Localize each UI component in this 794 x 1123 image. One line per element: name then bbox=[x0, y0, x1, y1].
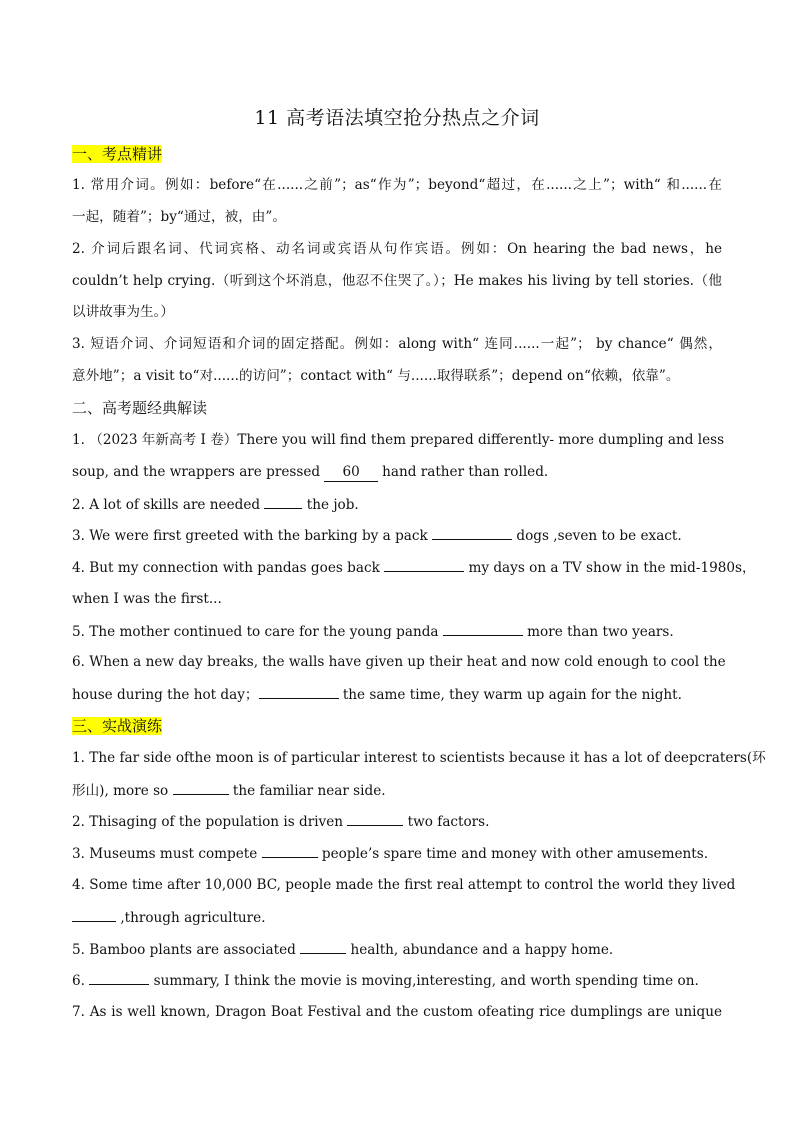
page-title: 11 高考语法填空抢分热点之介词 bbox=[254, 107, 540, 129]
question-3-text: dogs ,seven to be exact. bbox=[512, 528, 682, 544]
question-1-text: hand rather than rolled. bbox=[377, 464, 549, 480]
text-line: 1. 常用介词。例如：before“在......之前”；as“作为”；beyond“超过，在......之上”；with“ 和......在 bbox=[72, 177, 722, 193]
practice-2 bbox=[72, 812, 722, 831]
text-line: 2. 介词后跟名词、代词宾格、动名词或宾语从句作宾语。例如：On hearing the bad news，he bbox=[72, 241, 722, 257]
answer-blank[interactable] bbox=[432, 526, 512, 540]
question-5-text: more than two years. bbox=[522, 624, 674, 640]
answer-blank[interactable] bbox=[262, 844, 318, 858]
question-2 bbox=[72, 495, 722, 514]
practice-6-number: 6. bbox=[72, 973, 90, 989]
question-3 bbox=[72, 526, 722, 545]
practice-1-text: 形山), more so bbox=[72, 783, 173, 799]
question-4-line-1 bbox=[72, 558, 756, 577]
practice-2-text: two factors. bbox=[403, 814, 490, 830]
answer-blank[interactable] bbox=[443, 622, 523, 636]
practice-1-line-1: 1. The far side ofthe moon is of particular interest to scientists because it has a lot of deepcraters(环 bbox=[72, 750, 766, 766]
question-5 bbox=[72, 622, 722, 641]
question-1-line-2 bbox=[72, 463, 722, 482]
practice-4-line-2 bbox=[72, 908, 722, 927]
answer-blank[interactable] bbox=[72, 908, 116, 922]
question-5-text: 5. The mother continued to care for the young panda bbox=[72, 624, 443, 640]
practice-5-text: 5. Bamboo plants are associated bbox=[72, 942, 301, 958]
practice-1-text: the familiar near side. bbox=[228, 783, 386, 799]
text-line: 3. 短语介词、介词短语和介词的固定搭配。例如：along with“ 连同......一起”； by chance“ 偶然， bbox=[72, 336, 722, 352]
practice-3-text: people’s spare time and money with other amusements. bbox=[317, 846, 709, 862]
answer-blank[interactable] bbox=[384, 558, 464, 572]
answer-blank[interactable] bbox=[259, 685, 339, 699]
section-heading-3 bbox=[72, 716, 162, 736]
section-heading-1 bbox=[72, 144, 162, 164]
practice-3 bbox=[72, 844, 722, 863]
answer-blank[interactable] bbox=[300, 940, 346, 954]
question-1-text: soup, and the wrappers are pressed bbox=[72, 464, 325, 480]
question-3-text: 3. We were first greeted with the barking by a pack bbox=[72, 528, 433, 544]
question-6-text: the same time, they warm up again for the night. bbox=[338, 687, 682, 703]
section-heading-2: 二、高考题经典解读 bbox=[72, 399, 208, 417]
section-heading-3-text: 三、实战演练 bbox=[72, 717, 163, 735]
text-line: 以讲故事为生。） bbox=[72, 304, 174, 320]
text-line: couldn’t help crying.（听到这个坏消息，他忍不住哭了。）；He makes his living by tell stories.（他 bbox=[72, 273, 722, 289]
section-heading-1-text: 一、考点精讲 bbox=[72, 145, 163, 163]
practice-4-line-1: 4. Some time after 10,000 BC, people made the first real attempt to control the world they lived bbox=[72, 877, 736, 893]
practice-2-text: 2. Thisaging of the population is driven bbox=[72, 814, 348, 830]
question-6-line-2 bbox=[72, 685, 722, 704]
question-4-text: 4. But my connection with pandas goes back bbox=[72, 560, 385, 576]
answer-blank[interactable] bbox=[264, 495, 302, 509]
question-6-text: house during the hot day； bbox=[72, 687, 259, 703]
practice-3-text: 3. Museums must compete bbox=[72, 846, 262, 862]
practice-1-line-2 bbox=[72, 781, 722, 800]
answer-blank[interactable] bbox=[347, 812, 403, 826]
practice-5 bbox=[72, 940, 722, 959]
question-4-line-2: when I was the first... bbox=[72, 591, 222, 607]
text-line: 意外地”；a visit to“对......的访问”；contact with“ 与......取得联系”；depend on“依赖，依靠”。 bbox=[72, 368, 680, 384]
question-2-text: 2. A lot of skills are needed bbox=[72, 497, 265, 513]
practice-5-text: health, abundance and a happy home. bbox=[346, 942, 614, 958]
practice-7-line-1: 7. As is well known, Dragon Boat Festival and the custom ofeating rice dumplings are unique bbox=[72, 1004, 722, 1020]
practice-4-text: ,through agriculture. bbox=[116, 910, 266, 926]
question-2-text: the job. bbox=[302, 497, 359, 513]
question-6-line-1: 6. When a new day breaks, the walls have given up their heat and now cold enough to cool the bbox=[72, 654, 726, 670]
question-1-line-1: 1. （2023 年新高考 I 卷）There you will find them prepared differently- more dumpling and less bbox=[72, 432, 725, 448]
practice-6 bbox=[72, 971, 722, 990]
text-line: 一起，随着”；by“通过，被，由”。 bbox=[72, 209, 286, 225]
answer-blank[interactable] bbox=[173, 781, 229, 795]
question-4-text: my days on a TV show in the mid-1980s， bbox=[464, 560, 756, 576]
answer-blank[interactable] bbox=[89, 971, 149, 985]
practice-6-text: summary, I think the movie is moving,interesting, and worth spending time on. bbox=[149, 973, 699, 989]
answer-blank: 60 bbox=[324, 463, 377, 482]
